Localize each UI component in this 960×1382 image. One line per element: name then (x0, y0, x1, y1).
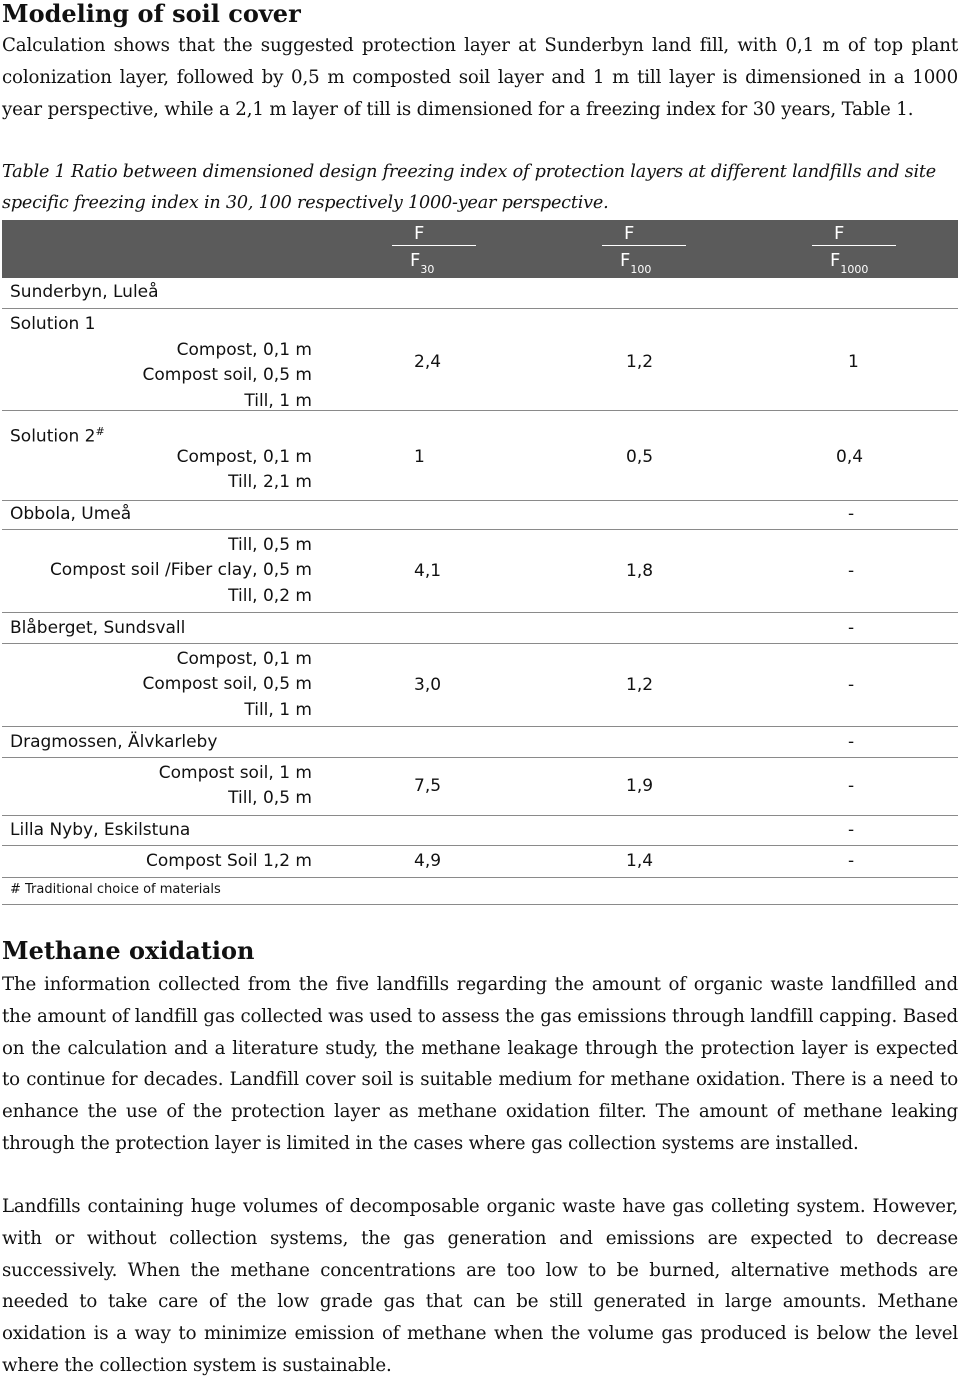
solution-1-label: Solution 1 (10, 314, 96, 334)
value-lillanyby-f30: 4,9 (414, 851, 442, 871)
solution-2-label: Solution 2# (10, 425, 105, 447)
site-lillanyby: Lilla Nyby, Eskilstuna (10, 820, 191, 840)
methane-paragraph-1: The information collected from the five landfills regarding the amount of organic waste landfilled and the amount of landfill gas collected was used to assess the gas emissions through landfill capping. Based on the calculation and a literature study, the methane leakage through the protection layer is expected to continue for decades. Landfill cover soil is suitable medium for methane oxidation. There is a need to enhance the use of the protection layer as methane oxidation filter. The amount of methane leaking through the protection layer is limited in the cases where gas collection systems are installed. (2, 974, 958, 1154)
modeling-paragraph: Calculation shows that the suggested protection layer at Sunderbyn land fill, with 0,1 m of top plant colonization layer, followed by 0,5 m composted soil layer and 1 m till layer is dimensioned in a 1000 year perspective, while a 2,1 m layer of till is dimensioned for a freezing index for 30 years, Table 1. (2, 35, 958, 120)
value-s1-f1000: 1 (848, 352, 859, 372)
materials-blaberget: Compost, 0,1 m Compost soil, 0,5 m Till, 1 m (142, 649, 312, 720)
value-dragmossen-site: - (848, 732, 855, 752)
value-blaberget-f1000: - (848, 675, 855, 695)
freezing-index-table (2, 220, 958, 905)
ratio-header-f100: F $F_{100}$ (602, 220, 692, 278)
site-blaberget: Blåberget, Sundsvall (10, 618, 186, 638)
value-lillanyby-site: - (848, 820, 855, 840)
value-dragmossen-f1000: - (848, 776, 855, 796)
value-s2-f100: 0,5 (626, 447, 654, 467)
methane-paragraph-2: Landfills containing huge volumes of decomposable organic waste have gas colleting system. However, with or without collection systems, the gas generation and emissions are expected to decrease successively. When the methane concentrations are too low to be burned, alternative methods are needed to take care of the low grade gas that can be still generated in large amounts. Methane oxidation is a way to minimize emission of methane when the volume gas produced is below the level where the collection system is sustainable. (2, 1196, 958, 1376)
value-lillanyby-f1000: - (848, 851, 855, 871)
table-caption: Table 1 Ratio between dimensioned design freezing index of protection layers at different landfills and site specific freezing index in 30, 100 respectively 1000-year perspective. (2, 162, 937, 213)
section-heading-methane: Methane oxidation (2, 936, 255, 965)
table-header (2, 220, 958, 278)
site-dragmossen: Dragmossen, Älvkarleby (10, 732, 218, 752)
value-obbola-f100: 1,8 (626, 561, 654, 581)
site-sunderbyn: Sunderbyn, Luleå (10, 282, 159, 302)
materials-lillanyby: Compost Soil 1,2 m (146, 851, 312, 871)
value-s2-f30: 1 (414, 447, 425, 467)
value-lillanyby-f100: 1,4 (626, 851, 654, 871)
materials-solution-1: Compost, 0,1 m Compost soil, 0,5 m Till, 1 m (142, 340, 312, 411)
value-s2-f1000: 0,4 (836, 447, 864, 467)
value-blaberget-f100: 1,2 (626, 675, 654, 695)
value-blaberget-site: - (848, 618, 855, 638)
materials-solution-2: Compost, 0,1 m Till, 2,1 m (176, 447, 312, 493)
value-dragmossen-f100: 1,9 (626, 776, 654, 796)
site-obbola: Obbola, Umeå (10, 504, 132, 524)
value-dragmossen-f30: 7,5 (414, 776, 442, 796)
value-obbola-site: - (848, 504, 855, 524)
value-s1-f100: 1,2 (626, 352, 654, 372)
value-s1-f30: 2,4 (414, 352, 442, 372)
ratio-header-f1000: F $F_{1000}$ (812, 220, 902, 278)
table-footnote: # Traditional choice of materials (10, 882, 221, 897)
value-blaberget-f30: 3,0 (414, 675, 442, 695)
value-obbola-f30: 4,1 (414, 561, 442, 581)
value-obbola-f1000: - (848, 561, 855, 581)
section-heading-modeling: Modeling of soil cover (2, 0, 301, 28)
ratio-header-f30: F $F_{30}$ (392, 220, 482, 278)
materials-obbola: Till, 0,5 m Compost soil /Fiber clay, 0,5 m Till, 0,2 m (49, 535, 312, 606)
materials-dragmossen: Compost soil, 1 m Till, 0,5 m (158, 763, 312, 809)
